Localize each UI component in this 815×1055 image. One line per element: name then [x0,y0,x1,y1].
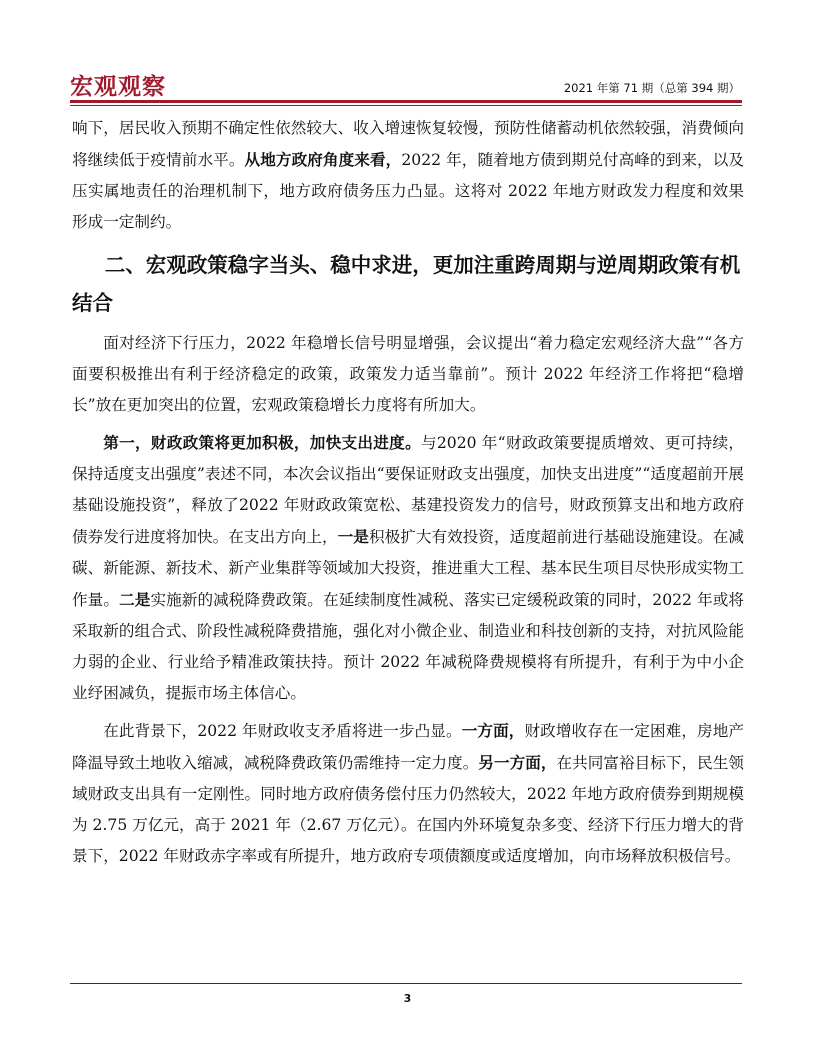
section-heading: 二、宏观政策稳字当头、稳中求进，更加注重跨周期与逆周期政策有机结合 [72,253,741,315]
bold-lead: 二是 [119,590,151,609]
paragraph-fiscal-balance [72,715,744,872]
issue-number: 2021 年第 71 期（总第 394 期） [563,81,740,95]
text-run: 财政增收存在一定困难，房地产降温导致土地收入缩减，减税降费政策仍需维持一定力度。 [72,722,744,772]
text-run: 实施新的减税降费政策。在延续制度性减税、落实已定缓税政策的同时，2022 年或将采取新的组合式、阶段性减税降费措施，强化对小微企业、制造业和科技创新的支持，对抗风险能力弱的企业、行业给予精准政策扶持。预计 2022 年减税降费规模将有所提升，有利于为中小企业纾困减负，提振市场主体信心。 [72,591,744,702]
page-number: 3 [403,992,412,1005]
bold-lead: 一是 [337,527,369,546]
bold-lead: 一方面， [461,721,525,740]
header-divider [70,100,742,103]
header-divider-thin [70,105,742,106]
text-run: 与2020 年“财政政策要提质增效、更可持续，保持适度支出强度”表述不同，本次会议指出“要保证财政支出强度，加快支出进度”“适度超前开展基础设施投资”，释放了2022 年财政政策宽松、基建投资发力的信号，财政预算支出和地方政府债券发行进度将加快。在支出方向上， [72,434,744,546]
footer-divider [70,983,742,984]
text-run: 2022 年，随着地方债到期兑付高峰的到来，以及压实属地责任的治理机制下，地方政府债务压力凸显。这将对 2022 年地方财政发力程度和效果形成一定制约。 [72,151,744,231]
text-run: 在共同富裕目标下，民生领域财政支出具有一定刚性。同时地方政府债务偿付压力仍然较大，2022 年地方政府债券到期规模为 2.75 万亿元，高于 2021 年（2.67 万亿元）。在国内外环境复杂多变、经济下行压力增大的背景下，2022 年财政赤字率或有所提升，地方政府专项债额度或适度增加，向市场释放积极信号。 [72,754,744,865]
text-run: 积极扩大有效投资，适度超前进行基础设施建设。在减碳、新能源、新技术、新产业集群等领域加大投资，推进重大工程、基本民生项目尽快形成实物工作量。 [72,528,744,609]
publication-title: 宏观观察 [70,74,166,100]
bold-lead: 第一，财政政策将更加积极，加快支出进度。 [103,433,421,452]
paragraph-fiscal-policy [72,427,744,709]
text-run: 响下，居民收入预期不确定性依然较大、收入增速恢复较慢，预防性储蓄动机依然较强，消费倾向将继续低于疫情前水平。 [72,119,744,169]
paragraph-intro: 面对经济下行压力，2022 年稳增长信号明显增强，会议提出“着力稳定宏观经济大盘”“各方面要积极推出有利于经济稳定的政策，政策发力适当靠前”。预计 2022 年经济工作将把“稳增长”放在更加突出的位置，宏观政策稳增长力度将有所加大。 [72,334,744,414]
article-body [72,113,744,872]
bold-lead: 从地方政府角度来看， [244,150,402,169]
text-run: 在此背景下，2022 年财政收支矛盾将进一步凸显。 [103,722,462,740]
paragraph-continued [72,113,744,238]
bold-lead: 另一方面， [478,753,557,772]
